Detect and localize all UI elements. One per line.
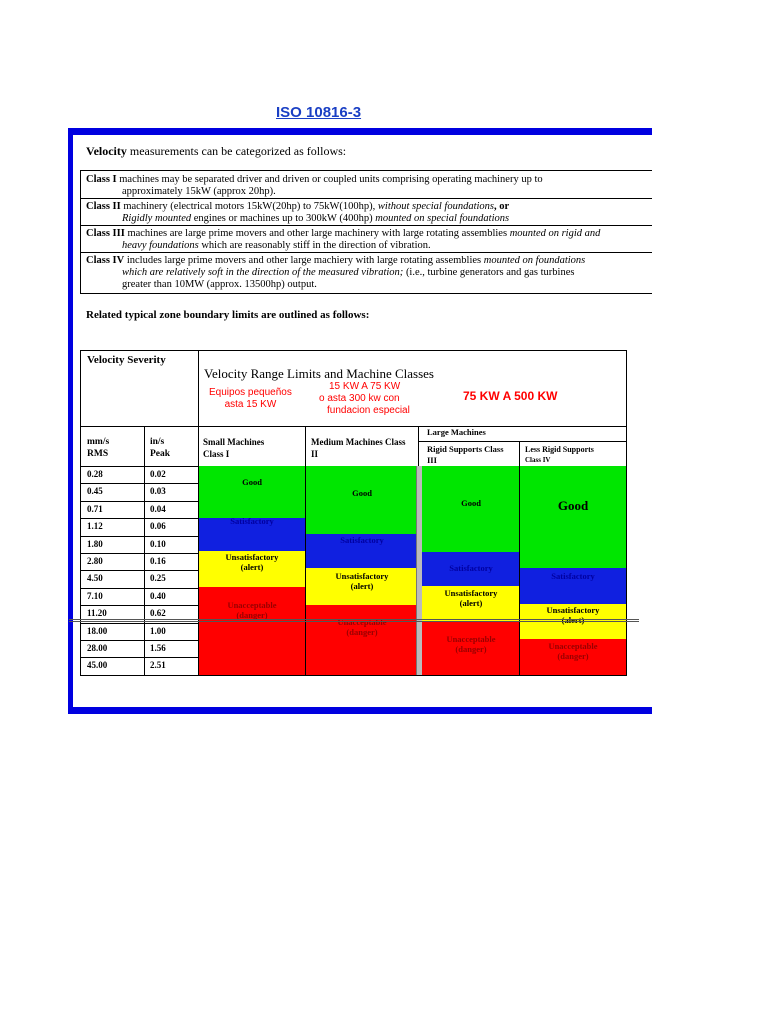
col-small-header: Small Machines Class I: [203, 437, 265, 459]
related-limits-heading: Related typical zone boundary limits are outlined as follows:: [86, 309, 370, 321]
dashed-divider: [69, 619, 639, 622]
rms-value: 0.45: [87, 486, 103, 496]
peak-value: 0.25: [150, 573, 166, 583]
machine-classes-table: [80, 170, 652, 294]
peak-value: 0.03: [150, 486, 166, 496]
peak-value: 0.62: [150, 608, 166, 618]
class-ii-row: Class II machinery (electrical motors 15kW(20hp) to 75kW(100hp), without special foundations, or Rigidly mounted engines or machines up to 300kW (400hp) mounted on special foundations: [81, 199, 652, 226]
class-ii-good-zone: [306, 466, 418, 534]
peak-value: 1.56: [150, 643, 166, 653]
velocity-severity-table: [80, 350, 627, 676]
class-iii-unacceptable-label: Unacceptable (danger): [446, 634, 496, 654]
peak-value: 0.06: [150, 521, 166, 531]
frame-left-bar: [68, 128, 73, 714]
class-ii-unacceptable-zone: [306, 605, 418, 675]
intro-text: Velocity measurements can be categorized as follows:: [86, 144, 347, 158]
class-ii-satisfactory-label: Satisfactory: [340, 535, 384, 545]
range-limits-title: Velocity Range Limits and Machine Classes: [204, 366, 434, 381]
class-iv-good-zone: [520, 466, 626, 568]
note-large-machines: 75 KW A 500 KW: [463, 389, 558, 403]
rms-value: 4.50: [87, 573, 103, 583]
col-rigid-header: Rigid Supports Class III: [427, 444, 504, 465]
col-rms-header: mm/s RMS: [87, 437, 110, 459]
row-divider: [81, 553, 199, 554]
large-machines-header: Large Machines: [427, 427, 486, 437]
row-divider: [81, 483, 199, 484]
class-i-row: Class I machines may be separated driver and driven or coupled units comprising operating machinery up to approximately 15kW (approx 20hp).: [81, 171, 652, 199]
row-divider: [81, 501, 199, 502]
document-title: ISO 10816-3: [276, 104, 362, 121]
class-ii-good-label: Good: [352, 488, 372, 498]
rms-value: 45.00: [87, 660, 108, 670]
class-iv-good-label: Good: [557, 498, 589, 513]
note-medium-machines: 15 KW A 75 KW o asta 300 kw con fundacion especial: [319, 381, 410, 416]
rms-value: 18.00: [87, 626, 108, 636]
class-i-unacceptable-label: Unacceptable (danger): [227, 600, 277, 620]
class-iv-row: Class IV includes large prime movers and other large machiery with large rotating assemblies mounted on foundations which are relatively soft in the direction of the measured vibration; (i.e., turbine generators and gas turbines greater than 10MW (approx. 13500hp) output.: [86, 255, 586, 290]
row-divider: [81, 657, 199, 658]
peak-value: 0.16: [150, 556, 166, 566]
rms-value: 0.28: [87, 469, 103, 479]
col-peak-header: in/s Peak: [150, 437, 171, 459]
row-divider: [81, 570, 199, 571]
frame-top-bar: [68, 128, 652, 135]
class-iv-unacceptable-label: Unacceptable (danger): [548, 641, 598, 661]
rms-value: 1.12: [87, 521, 103, 531]
row-divider: [81, 466, 199, 467]
row-divider: [81, 640, 199, 641]
class-iv-satisfactory-label: Satisfactory: [551, 571, 595, 581]
rms-value: 7.10: [87, 591, 103, 601]
class-i-unsatisfactory-label: Unsatisfactory (alert): [225, 552, 279, 572]
class-i-good-zone: [199, 466, 305, 518]
class-ii-unsatisfactory-label: Unsatisfactory (alert): [335, 571, 389, 591]
row-divider: [81, 605, 199, 606]
class-iii-good-zone: [422, 466, 520, 552]
class-i-good-label: Good: [242, 477, 262, 487]
class-ii-unacceptable-label: Unacceptable (danger): [337, 617, 387, 637]
row-divider: [81, 588, 199, 589]
peak-value: 1.00: [150, 626, 166, 636]
row-divider: [81, 518, 199, 519]
class-iii-row: Class III machines are large prime movers and other large machinery with large rotating assemblies mounted on rigid and heavy foundations which are reasonably stiff in the direction of vibration.: [81, 226, 652, 253]
class-iii-unsatisfactory-label: Unsatisfactory (alert): [444, 588, 498, 608]
row-divider: [81, 536, 199, 537]
class-iii-good-label: Good: [461, 498, 481, 508]
class-iv-unsatisfactory-label: Unsatisfactory (alert): [546, 605, 600, 625]
rms-value: 1.80: [87, 539, 103, 549]
col-less-rigid-header: Less Rigid Supports Class IV: [525, 445, 594, 464]
velocity-severity-label: Velocity Severity: [87, 354, 166, 366]
class-i-satisfactory-label: Satisfactory: [230, 516, 274, 526]
rms-value: 28.00: [87, 643, 108, 653]
peak-value: 0.04: [150, 504, 166, 514]
class-iii-satisfactory-label: Satisfactory: [449, 563, 493, 573]
rms-value: 11.20: [87, 608, 107, 618]
peak-value: 0.10: [150, 539, 166, 549]
peak-value: 0.02: [150, 469, 166, 479]
note-small-machines: Equipos pequeños asta 15 KW: [209, 387, 292, 410]
col-medium-header: Medium Machines Class II: [311, 437, 406, 459]
peak-value: 2.51: [150, 660, 166, 670]
frame-bottom-bar: [68, 707, 652, 714]
peak-value: 0.40: [150, 591, 166, 601]
row-divider: [81, 623, 199, 624]
rms-value: 2.80: [87, 556, 103, 566]
rms-value: 0.71: [87, 504, 103, 514]
